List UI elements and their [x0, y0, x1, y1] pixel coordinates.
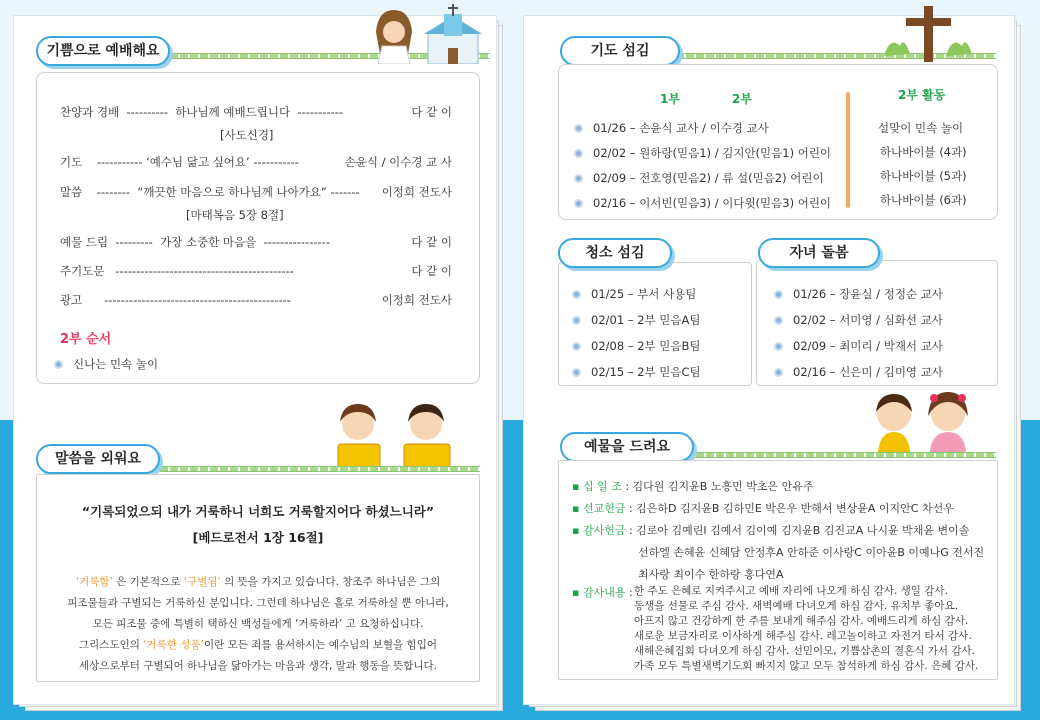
order-row-scripture: [마태복음 5장 8절]: [186, 208, 284, 222]
cleaning-row: 02/01 – 2부 믿음A팀: [572, 312, 700, 328]
col-1bu-header: 1부: [660, 92, 680, 106]
jesus-church-illustration: [368, 4, 488, 64]
offering-row-tithe: ▪ 십 일 조 : 김다원 김지윤B 노흥민 박초은 안유주: [572, 480, 814, 493]
bullet-icon: [774, 368, 783, 377]
childcare-row: 01/26 – 장윤실 / 정정순 교사: [774, 286, 943, 302]
bullet-icon: [54, 360, 63, 369]
column-divider: [846, 92, 850, 208]
thanks-line: 아프지 않고 건강하게 한 주를 보내게 해주심 감사. 예배드리게 하심 감사.: [634, 615, 969, 627]
prayer-row: 02/09 – 전호영(믿음2) / 류 설(믿음2) 어린이: [574, 170, 824, 186]
bullet-icon: [574, 174, 583, 183]
bullet-icon: [774, 342, 783, 351]
bullet-icon: [572, 342, 581, 351]
offering-row-thanks: ▪ 감사헌금 : 김로아 김예린I 김예서 김이예 김지윤B 김진교A 나시윤 박채윤 변이솔: [572, 524, 970, 537]
explain-line-4: 그리스도인의 ‘거룩한 성품’이란 모든 죄를 용서하시는 예수님의 보혈을 힘입어: [79, 639, 437, 651]
prayer-row: 02/02 – 원하랑(믿음1) / 김지안(믿음1) 어린이: [574, 145, 831, 161]
praying-kids-illustration: [868, 390, 978, 452]
bullet-icon: [572, 316, 581, 325]
order-row-praise: 찬양과 경배 ---------- 하나님께 예배드립니다 ----------- 다 같 이: [60, 105, 452, 119]
order-row-prayer: 기도 ----------- ‘예수님 닮고 싶어요’ ----------- 손윤식 / 이수경 교 사: [60, 155, 452, 169]
activity-item: 하나바이블 (4과): [880, 145, 967, 159]
order-row-creed: [사도신경]: [220, 128, 274, 142]
offering-row-thanks-cont: 선하엘 손혜윤 신혜담 안정후A 안하준 이사랑C 이아윤B 이예나G 전서진: [638, 546, 985, 559]
cleaning-title: 청소 섬김: [558, 238, 672, 268]
prayer-title: 기도 섬김: [560, 36, 680, 66]
bullet-icon: [572, 290, 581, 299]
cross-illustration: [880, 6, 976, 62]
prayer-row: 02/16 – 이서빈(믿음3) / 이다윗(믿음3) 어린이: [574, 195, 831, 211]
verse-explanation: [36, 572, 480, 677]
kids-reading-illustration: [330, 400, 460, 472]
offering-row-mission: ▪ 선교헌금 : 김은하D 김지윤B 김하민E 박은우 반해서 변상윤A 이지안C 차선우: [572, 502, 954, 515]
activity-header: 2부 활동: [898, 88, 946, 102]
activity-item: 설맞이 민속 놀이: [878, 121, 964, 135]
order-row-offering: 예물 드림 --------- 가장 소중한 마음을 ---------------- 다 같 이: [60, 235, 452, 249]
activity-item: 하나바이블 (6과): [880, 193, 967, 207]
childcare-row: 02/09 – 최미리 / 박재서 교사: [774, 338, 943, 354]
memory-verse: “기록되었으되 내가 거룩하니 너희도 거룩할지어다 하셨느니라”: [81, 504, 435, 519]
offering-title: 예물을 드려요: [560, 432, 694, 462]
childcare-title: 자녀 돌봄: [758, 238, 880, 268]
worship-title: 기쁨으로 예배해요: [36, 36, 170, 66]
explain-line-3: 모든 피조물 중에 특별히 택하신 백성들에게 ‘거룩하라’ 고 요청하십니다.: [92, 618, 424, 630]
thanks-label: ▪ 감사내용 :: [572, 586, 633, 599]
cleaning-row: 02/15 – 2부 믿음C팀: [572, 364, 701, 380]
part2-order-item: 신나는 민속 놀이: [54, 356, 158, 372]
bullet-icon: [774, 316, 783, 325]
activity-item: 하나바이블 (5과): [880, 169, 967, 183]
explain-line-5: 세상으로부터 구별되어 하나님을 닮아가는 마음과 생각, 말과 행동을 뜻합니다.: [79, 660, 437, 672]
thanks-line: 가족 모두 특별새벽기도회 빠지지 않고 모두 참석하게 하심 감사. 은혜 감사.: [634, 660, 979, 672]
bullet-icon: [572, 368, 581, 377]
verse-title: 말씀을 외워요: [36, 444, 160, 474]
bullet-icon: [574, 124, 583, 133]
verse-divider: [150, 466, 480, 472]
bullet-icon: [574, 149, 583, 158]
cleaning-row: 01/25 – 부서 사용팀: [572, 286, 696, 302]
order-row-sermon: 말씀 -------- “깨끗한 마음으로 하나님께 나아가요” ------- 이정희 전도사: [60, 185, 452, 199]
bullet-icon: [574, 199, 583, 208]
bullet-icon: [774, 290, 783, 299]
prayer-row: 01/26 – 손윤식 교사 / 이수경 교사: [574, 120, 769, 136]
thanks-line: 동생을 선물로 주심 감사. 새벽예배 다녀오게 하심 감사. 유치부 좋아요.: [634, 600, 959, 612]
order-row-announcements: 광고 --------------------------------------------- 이정희 전도사: [60, 293, 452, 307]
col-2bu-header: 2부: [732, 92, 752, 106]
offering-row-thanks-cont: 최사랑 최이수 한하랑 홍다연A: [638, 568, 784, 581]
order-row-lords-prayer: 주기도문 ------------------------------------------- 다 같 이: [60, 264, 452, 278]
thanks-content: [634, 584, 978, 674]
part2-order-title: 2부 순서: [60, 332, 112, 347]
childcare-row: 02/16 – 신은미 / 김미영 교사: [774, 364, 943, 380]
explain-line-2: 피조물들과 구별되는 거룩하신 분입니다. 그런데 하나님은 홀로 거룩하실 뿐 아니라,: [67, 597, 449, 609]
offering-divider: [676, 452, 996, 458]
thanks-line: 새해은혜집회 다녀오게 하심 감사. 선민이모, 기쁨삼촌의 결혼식 가서 감사.: [634, 645, 976, 657]
thanks-line: 새로운 보금자리로 이사하게 해주심 감사. 레고놀이하고 자전거 타서 감사.: [634, 630, 972, 642]
childcare-row: 02/02 – 서미영 / 심화선 교사: [774, 312, 943, 328]
thanks-line: 한 주도 은혜로 지켜주시고 예배 자리에 나오게 하심 감사. 생일 감사.: [634, 585, 948, 597]
cleaning-row: 02/08 – 2부 믿음B팀: [572, 338, 701, 354]
explain-line-1: ‘거룩함’ 은 기본적으로 ‘구별됨’ 의 뜻을 가지고 있습니다. 창조주 하나님은 그의: [75, 576, 441, 588]
verse-reference: [베드로전서 1장 16절]: [192, 530, 324, 545]
